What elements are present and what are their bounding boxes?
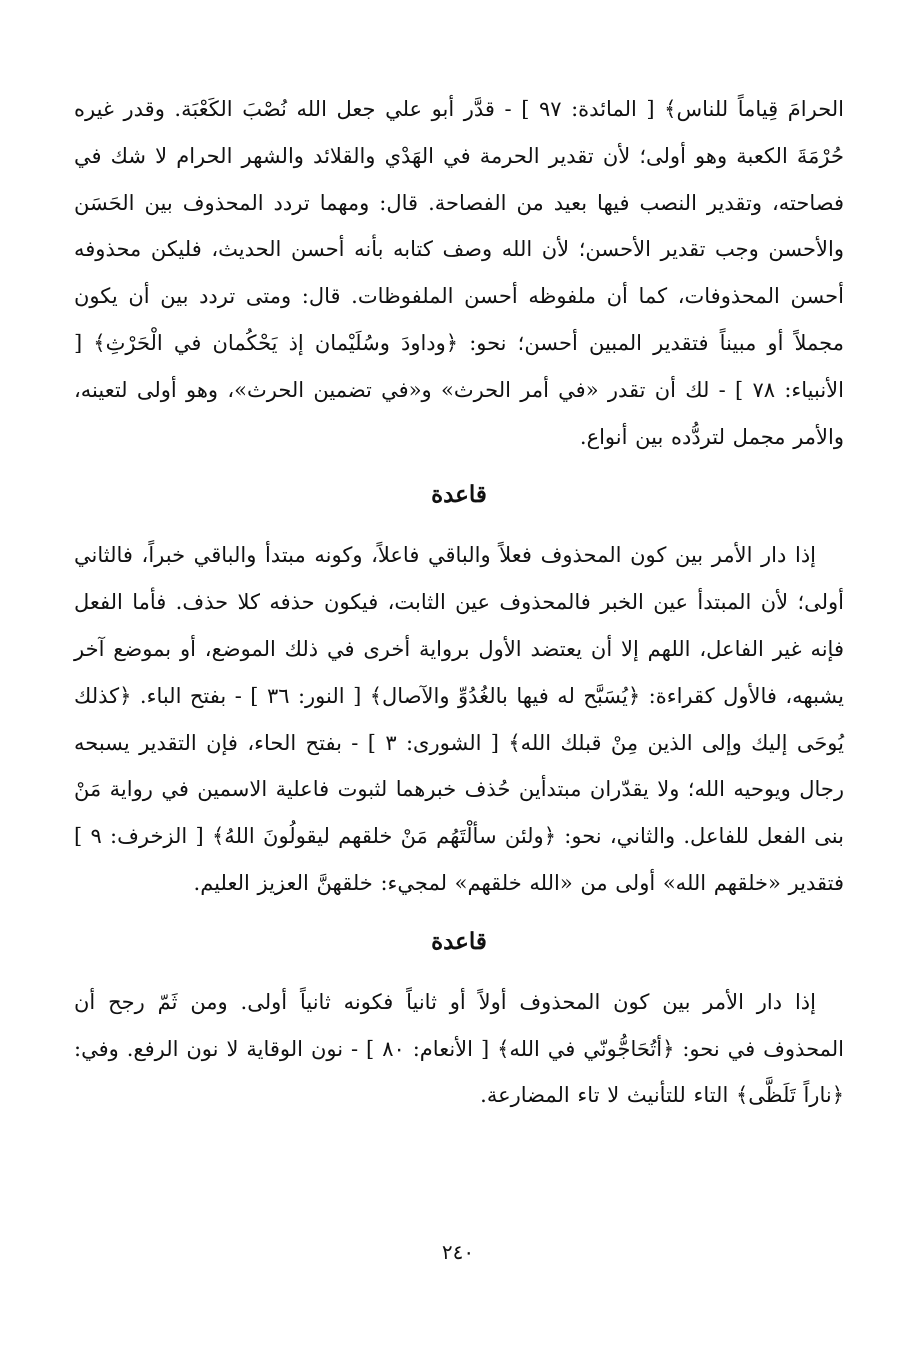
page-body	[74, 86, 844, 1119]
paragraph-2: إذا دار الأمر بين كون المحذوف فعلاً والباقي فاعلاً، وكونه مبتدأ والباقي خبراً، فالثاني أولى؛ لأن المبتدأ عين الخبر فالمحذوف عين الثابت، فيكون حذفه كلا حذف. فأما الفعل فإنه غير الفاعل، اللهم إلا أن يعتضد الأول برواية أخرى في ذلك الموضع، أو بموضع آخر يشبهه، فالأول كقراءة: ﴿يُسَبَّح له فيها بالغُدُوِّ والآصال﴾ [ النور: ٣٦ ] - بفتح الباء. ﴿كذلك يُوحَى إليك وإلى الذين مِنْ قبلك الله﴾ [ الشورى: ٣ ] - بفتح الحاء، فإن التقدير يسبحه رجال ويوحيه الله؛ ولا يقدّران مبتدأين حُذف خبرهما لثبوت فاعلية الاسمين في رواية مَنْ بنى الفعل للفاعل. والثاني، نحو: ﴿ولئن سألْتَهُم مَنْ خلقهم ليقولُونَ اللهُ﴾ [ الزخرف: ٩ ] فتقدير «خلقهم الله» أولى من «الله خلقهم» لمجيء: خلقهنَّ العزيز العليم.	[74, 543, 845, 895]
section-heading-1: قاعدة	[431, 481, 487, 509]
paragraph-3: إذا دار الأمر بين كون المحذوف أولاً أو ثانياً فكونه ثانياً أولى. ومن ثَمّ رجح أن المحذوف في نحو: ﴿أتُحَاجُّونّي في الله﴾ [ الأنعام: ٨٠ ] - نون الوقاية لا نون الرفع. وفي: ﴿ناراً تَلَظَّى﴾ التاء للتأنيث لا تاء المضارعة.	[74, 989, 844, 1108]
section-heading-2: قاعدة	[431, 927, 487, 955]
paragraph-1: الحرامَ قِياماً للناس﴾ [ المائدة: ٩٧ ] - قدَّر أبو علي جعل الله نُصْبَ الكَعْبَة. وقدر غيره حُرْمَةَ الكعبة وهو أولى؛ لأن تقدير الحرمة في الهَدْي والقلائد والشهر الحرام لا شك في فصاحته، وتقدير النصب فيها بعيد من الفصاحة. قال: ومهما تردد المحذوف بين الحَسَن والأحسن وجب تقدير الأحسن؛ لأن الله وصف كتابه بأنه أحسن الحديث، فليكن محذوفه أحسن المحذوفات، كما أن ملفوظه أحسن الملفوظات. قال: ومتى تردد بين أن يكون مجملاً أو مبيناً فتقدير المبين أحسن؛ نحو: ﴿وداودَ وسُلَيْمان إذ يَحْكُمان في الْحَرْثِ﴾ [ الأنبياء: ٧٨ ] - لك أن تقدر «في أمر الحرث» و«في تضمين الحرث»، وهو أولى لتعينه، والأمر مجمل لتردُّده بين أنواع.	[74, 97, 844, 449]
page-number: ٢٤٠	[441, 1240, 475, 1264]
